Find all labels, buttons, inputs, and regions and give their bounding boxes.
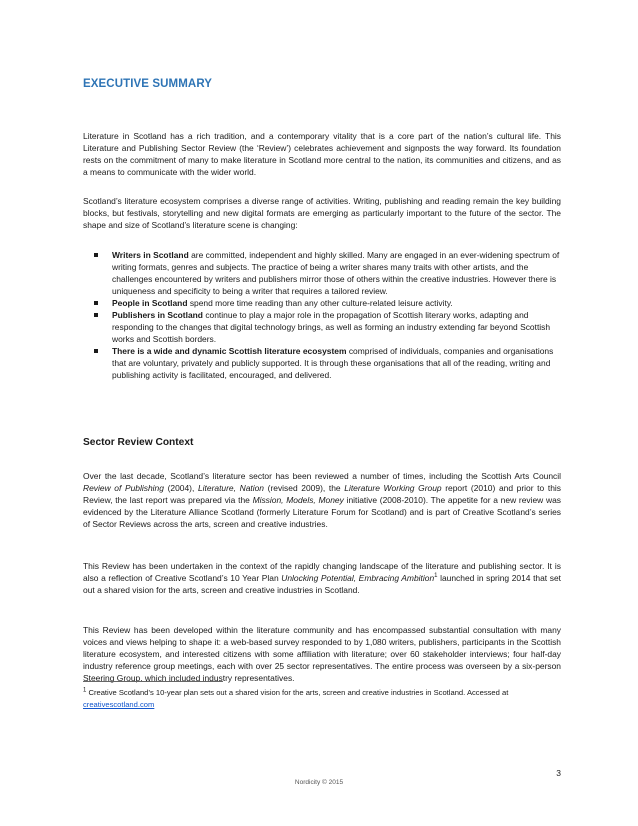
bullet-list: [93, 249, 561, 381]
bullet-bold-lead: Publishers in Scotland: [112, 310, 203, 320]
bullet-text: spend more time reading than any other culture-related leisure activity.: [187, 298, 453, 308]
bullet-bold-lead: Writers in Scotland: [112, 250, 189, 260]
footnote-text: Creative Scotland’s 10-year plan sets out a shared vision for the arts, screen and creative industries in Scotland. Accessed at: [86, 688, 509, 697]
page-footer: Nordicity © 2015: [294, 779, 344, 786]
bullet-square-icon: [94, 313, 98, 317]
paragraph-consultation: This Review has been developed within the literature community and has encompassed substantial consultation with many voices and views helping to shape it: a web-based survey responded to by 1,080 writers, publishers, participants in the Scottish literature ecosystem, and interested citizens with some affiliation with literature; over 60 stakeholder interviews; four half-day industry reference group meetings, each with over 25 sector representatives. The entire process was overseen by a six-person Steering Group, which included industry representatives.: [83, 625, 561, 683]
bullet-square-icon: [94, 349, 98, 353]
list-item: [93, 309, 561, 345]
bullet-bold-lead: People in Scotland: [112, 298, 188, 308]
page-number: 3: [556, 768, 561, 778]
footnote: [83, 687, 561, 711]
list-item: [93, 297, 561, 309]
paragraph-review-history: Over the last decade, Scotland’s literature sector has been reviewed a number of times, including the Scottish Arts Council Review of Publishing (2004), Literature, Nation (revised 2009), the Literature Working Group report (2010) and prior to this Review, the last report was prepared via the Mission, Models, Money initiative (2008-2010). The appetite for a new review was evidenced by the Literature Alliance Scotland (formerly Literature Forum for Scotland) and is part of Creative Scotland’s series of Sector Reviews across the arts, screen and creative industries.: [83, 471, 561, 529]
footnote-link[interactable]: creativescotland.com: [83, 700, 155, 709]
bullet-bold-lead: There is a wide and dynamic Scottish literature ecosystem: [112, 346, 347, 356]
section-heading-sector-review-context: Sector Review Context: [83, 437, 194, 448]
list-item: [93, 345, 561, 381]
section-heading-executive-summary: EXECUTIVE SUMMARY: [83, 78, 213, 90]
footnote-ref: 1: [434, 573, 438, 580]
paragraph-intro: Literature in Scotland has a rich tradition, and a contemporary vitality that is a core part of the nation’s cultural life. This Literature and Publishing Sector Review (the ‘Review’) celebrates achievement and signposts the way forward. Its foundation rests on the commitment of many to make literature in Scotland more central to the nation, its communities and citizens, and as a means to communicate with the wider world.: [83, 131, 561, 177]
bullet-square-icon: [94, 253, 98, 257]
bullet-text: continue to play a major role in the propagation of Scottish literary works, adapting and responding to the changes that digital technology brings, as well as forming an industry extending far beyond Scottish works and Scottish borders.: [112, 310, 551, 344]
bullet-square-icon: [94, 301, 98, 305]
footnote-divider: [83, 681, 223, 682]
bullet-text: are committed, independent and highly skilled. Many are engaged in an ever-widening spectrum of writing formats, genres and subjects. The practice of being a writer shares many traits with other artists, and the challenges encountered by writers and publishers mirror those of others within the creative industries. However there is uniqueness and specificity to being a writer that requires a tailored review.: [112, 250, 560, 296]
bullet-text: comprised of individuals, companies and organisations that are voluntary, privately and publicly supported. It is through these organisations that all of the reading, writing and publishing activity is facilitated, encouraged, and delivered.: [112, 346, 554, 380]
paragraph-review-context: This Review has been undertaken in the context of the rapidly changing landscape of the literature and publishing sector. It is also a reflection of Creative Scotland’s 10 Year Plan Unlocking Potential, Embracing Ambition$^1$ launched in spring 2014 that set out a shared vision for the arts, screen and creative industries in Scotland.: [83, 561, 562, 595]
list-item: [93, 249, 561, 297]
footnote-number: 1: [83, 687, 87, 694]
paragraph-ecosystem: Scotland’s literature ecosystem comprises a diverse range of activities. Writing, publishing and reading remain the key building blocks, but festivals, storytelling and new digital formats are emerging as particularly important to the future of the sector. The shape and size of Scotland’s literature scene is changing:: [83, 196, 561, 230]
